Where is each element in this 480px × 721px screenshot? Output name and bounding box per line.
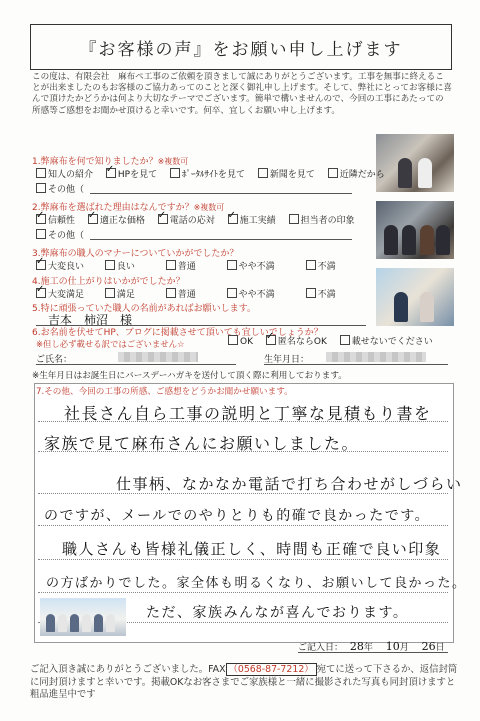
- birth-label: 生年月日：: [264, 355, 310, 365]
- photo-customer-3: [376, 268, 454, 326]
- checkbox[interactable]: [328, 168, 338, 178]
- q6-label: 6.お名前を伏せてHP、ブログに掲載させて頂いても宜しいでしょうか？: [32, 328, 323, 338]
- q3-opt-4[interactable]: 不満: [306, 259, 336, 272]
- q1-opt-4[interactable]: 近隣だから: [328, 167, 385, 180]
- q4-label: 4.施工の仕上がりはいかがでしたか？: [32, 277, 185, 287]
- q3-opt-3[interactable]: やや不満: [227, 259, 275, 272]
- comment-line-2: 家族で見て麻布さんにお願いしました。: [44, 434, 360, 453]
- checkbox[interactable]: [36, 229, 46, 239]
- name-line: [36, 364, 236, 365]
- q3-opt-1[interactable]: 良い: [105, 259, 135, 272]
- q3-label: 3.弊麻布の職人のマナーについていかがでしたか？: [32, 249, 239, 259]
- checkbox-checked[interactable]: [36, 288, 46, 298]
- q4-opt-1[interactable]: 満足: [105, 287, 135, 300]
- q4-opt-0[interactable]: ✓大変満足: [36, 287, 84, 300]
- checkbox[interactable]: [105, 288, 115, 298]
- date-month-unit: 月: [399, 643, 409, 653]
- q4-opt-3[interactable]: やや不満: [227, 287, 275, 300]
- q2-opt-2[interactable]: ✓ 電話の応対: [158, 213, 215, 226]
- q2-label: 2.弊麻布を選ばれた理由はなんですか？※複数可: [32, 203, 225, 213]
- q6-opt-0[interactable]: OK: [228, 335, 253, 347]
- q1-other-line: [90, 193, 352, 194]
- checkbox[interactable]: [227, 288, 237, 298]
- q4-opt-4[interactable]: 不満: [306, 287, 336, 300]
- date-year[interactable]: 28: [349, 640, 364, 653]
- q2-opt-1[interactable]: ✓ 適正な価格: [88, 213, 145, 226]
- checkbox[interactable]: [228, 335, 238, 345]
- q5-label: 5.特に頑張っていた職人の名前があればお願いします。: [32, 304, 256, 314]
- checkbox-checked[interactable]: [228, 214, 238, 224]
- photo-customer-1: [376, 134, 454, 192]
- checkbox-checked[interactable]: [266, 335, 276, 345]
- q3-opt-2[interactable]: 普通: [166, 259, 196, 272]
- page-title: 『お客様の声』をお願い申し上げます: [30, 24, 452, 70]
- date-line: [298, 652, 448, 653]
- checkbox-checked[interactable]: [88, 214, 98, 224]
- comment-line-4: のですが、メールでのやりとりも的確で良かったです。: [44, 508, 431, 524]
- q2-other[interactable]: その他（: [36, 228, 94, 241]
- q5-answer[interactable]: 吉本 柿沼 様: [48, 313, 133, 327]
- intro-text: この度は、有限会社 麻布ペ工事のご依頼を頂きまして誠にありがとうございます。工事を無事に終えることが出来ましたのもお客様のご協力あってのことと深く御礼申し上げます。そして、弊社にとってお客様に喜んで頂けたかどうかは何より大切なテーマでございます。簡単で構いませんので、今回の工事にあたっての所感等ご感想をお聞かせ頂けると幸いです。何卒、宜しくお願い申し上げます。: [32, 72, 452, 116]
- q1-opt-2[interactable]: ﾎﾟｰﾀﾙｻｲﾄを見て: [170, 167, 245, 180]
- checkbox[interactable]: [105, 260, 115, 270]
- q2-other-line: [90, 239, 352, 240]
- name-redacted: [118, 352, 198, 362]
- q1-label: 1.弊麻布を何で知りましたか？※複数可: [32, 157, 189, 167]
- photo-staff-group: [40, 598, 126, 636]
- date-day[interactable]: 26: [421, 640, 436, 653]
- q1-other[interactable]: その他（: [36, 182, 94, 195]
- q7-label: 7.その他、今回の工事の所感、ご感想をどうかお聞かせ願います。: [36, 387, 293, 397]
- comment-rule: [38, 525, 448, 526]
- checkbox[interactable]: [36, 183, 46, 193]
- checkbox[interactable]: [258, 168, 268, 178]
- date-month[interactable]: 10: [385, 640, 400, 653]
- q1-options: [36, 167, 395, 180]
- comment-line-6: の方ばかりでした。家全体も明るくなり、お願いして良かった。: [46, 576, 467, 591]
- checkbox-checked[interactable]: [106, 168, 116, 178]
- q1-opt-3[interactable]: 新聞を見て: [258, 167, 315, 180]
- comment-rule: [38, 559, 448, 560]
- checkbox[interactable]: [166, 288, 176, 298]
- fax-number[interactable]: （0568-87-7212）: [226, 663, 317, 676]
- checkbox-checked[interactable]: [158, 214, 168, 224]
- comment-line-7: ただ、家族みんなが喜んでおります。: [146, 605, 409, 621]
- checkbox[interactable]: [289, 214, 299, 224]
- date-label: ご記入日：: [298, 643, 344, 653]
- q2-opt-3[interactable]: ✓ 施工実績: [228, 213, 276, 226]
- q6-note: ※但し必ず載せる訳ではございません☆: [36, 339, 185, 349]
- checkbox[interactable]: [306, 260, 316, 270]
- comment-line-1: 社長さん自ら工事の説明と丁寧な見積もり書を: [64, 404, 432, 423]
- checkbox[interactable]: [166, 260, 176, 270]
- q6-opt-1[interactable]: ✓ 匿名ならOK: [266, 334, 327, 347]
- q6-opt-2[interactable]: 載せないでください: [340, 334, 433, 347]
- checkbox[interactable]: [170, 168, 180, 178]
- checkbox[interactable]: [36, 168, 46, 178]
- q1-opt-1[interactable]: ✓ HPを見て: [106, 167, 157, 180]
- birth-line: [264, 364, 448, 365]
- q2-opt-0[interactable]: ✓信頼性: [36, 213, 75, 226]
- comment-line-3: 仕事柄、なかなか電話で打ち合わせがしづらい: [116, 475, 463, 493]
- birth-redacted: [326, 352, 426, 362]
- date-year-unit: 年: [363, 643, 373, 653]
- checkbox[interactable]: [340, 335, 350, 345]
- name-label: ご氏名：: [36, 355, 73, 365]
- checkbox[interactable]: [227, 260, 237, 270]
- comment-rule: [38, 592, 448, 593]
- comment-line-5: 職人さんも皆様礼儀正しく、時間も正確で良い印象: [62, 540, 442, 558]
- q2-options: [36, 213, 365, 226]
- q4-options: [36, 287, 346, 300]
- q2-opt-4[interactable]: 担当者の印象: [289, 213, 355, 226]
- checkbox[interactable]: [306, 288, 316, 298]
- q6-options: [228, 334, 443, 347]
- photo-customer-2: [376, 201, 454, 259]
- footer-note: ご記入頂き誠にありがとうございました。FAX （0568-87-7212） 宛てに送って下さるか、返信封筒に同封頂けますと幸いです。掲載OKなお客さまでご家族様と一緒に撮影された写真も同封頂けますと粗品進呈中です: [30, 664, 458, 701]
- date-day-unit: 日: [435, 643, 445, 653]
- q3-opt-0[interactable]: ✓大変良い: [36, 259, 84, 272]
- q1-opt-0[interactable]: 知人の紹介: [36, 167, 93, 180]
- checkbox-checked[interactable]: [36, 214, 46, 224]
- checkbox-checked[interactable]: [36, 260, 46, 270]
- q3-options: [36, 259, 346, 272]
- q4-opt-2[interactable]: 普通: [166, 287, 196, 300]
- birth-note: ※生年月日はお誕生日にバースデーハガキを送付して頂く際に利用しております。: [32, 371, 347, 381]
